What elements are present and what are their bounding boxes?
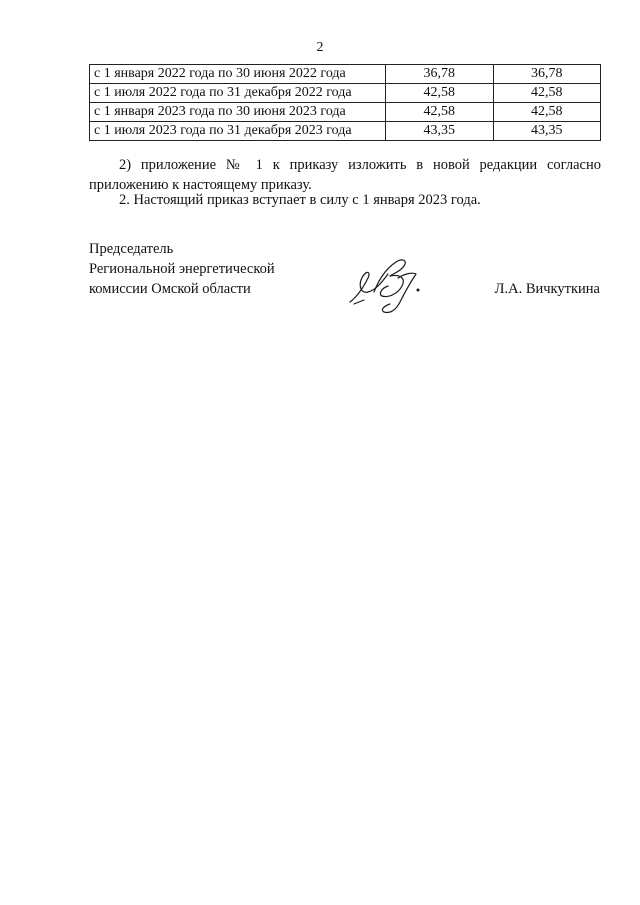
- table-cell-value: 36,78: [493, 65, 600, 84]
- table-row: [90, 122, 601, 141]
- table-row: [90, 65, 601, 84]
- table-row: [90, 84, 601, 103]
- signatory-name: Л.А. Вичкуткина: [494, 281, 600, 297]
- table-cell-value: 42,58: [493, 84, 600, 103]
- table-cell-value: 42,58: [386, 103, 493, 122]
- signatory-title-line: комиссии Омской области: [89, 281, 251, 297]
- table-cell-period: с 1 июля 2022 года по 31 декабря 2022 года: [90, 84, 386, 103]
- page-number: 2: [316, 40, 324, 55]
- paragraph-item-2: [89, 155, 601, 195]
- signatory-title: [89, 239, 275, 299]
- tariff-table: [89, 64, 601, 141]
- signatory-title-line: Председатель: [89, 241, 174, 257]
- paragraph-line: 2. Настоящий приказ вступает в силу с 1 января 2023 года.: [119, 192, 481, 208]
- paragraph-line: 2) приложение № 1 к приказу изложить в новой редакции согласно: [119, 157, 601, 173]
- table-cell-value: 42,58: [386, 84, 493, 103]
- paragraph-clause-2: [89, 190, 601, 210]
- paragraph-line: приложению к настоящему приказу.: [89, 177, 312, 193]
- handwritten-signature: [344, 252, 426, 316]
- table-cell-period: с 1 января 2022 года по 30 июня 2022 года: [90, 65, 386, 84]
- table-cell-value: 43,35: [493, 122, 600, 141]
- table-cell-value: 43,35: [386, 122, 493, 141]
- table-cell-value: 36,78: [386, 65, 493, 84]
- signatory-title-line: Региональной энергетической: [89, 261, 275, 277]
- table-cell-period: с 1 января 2023 года по 30 июня 2023 года: [90, 103, 386, 122]
- table-row: [90, 103, 601, 122]
- table-cell-value: 42,58: [493, 103, 600, 122]
- table-cell-period: с 1 июля 2023 года по 31 декабря 2023 года: [90, 122, 386, 141]
